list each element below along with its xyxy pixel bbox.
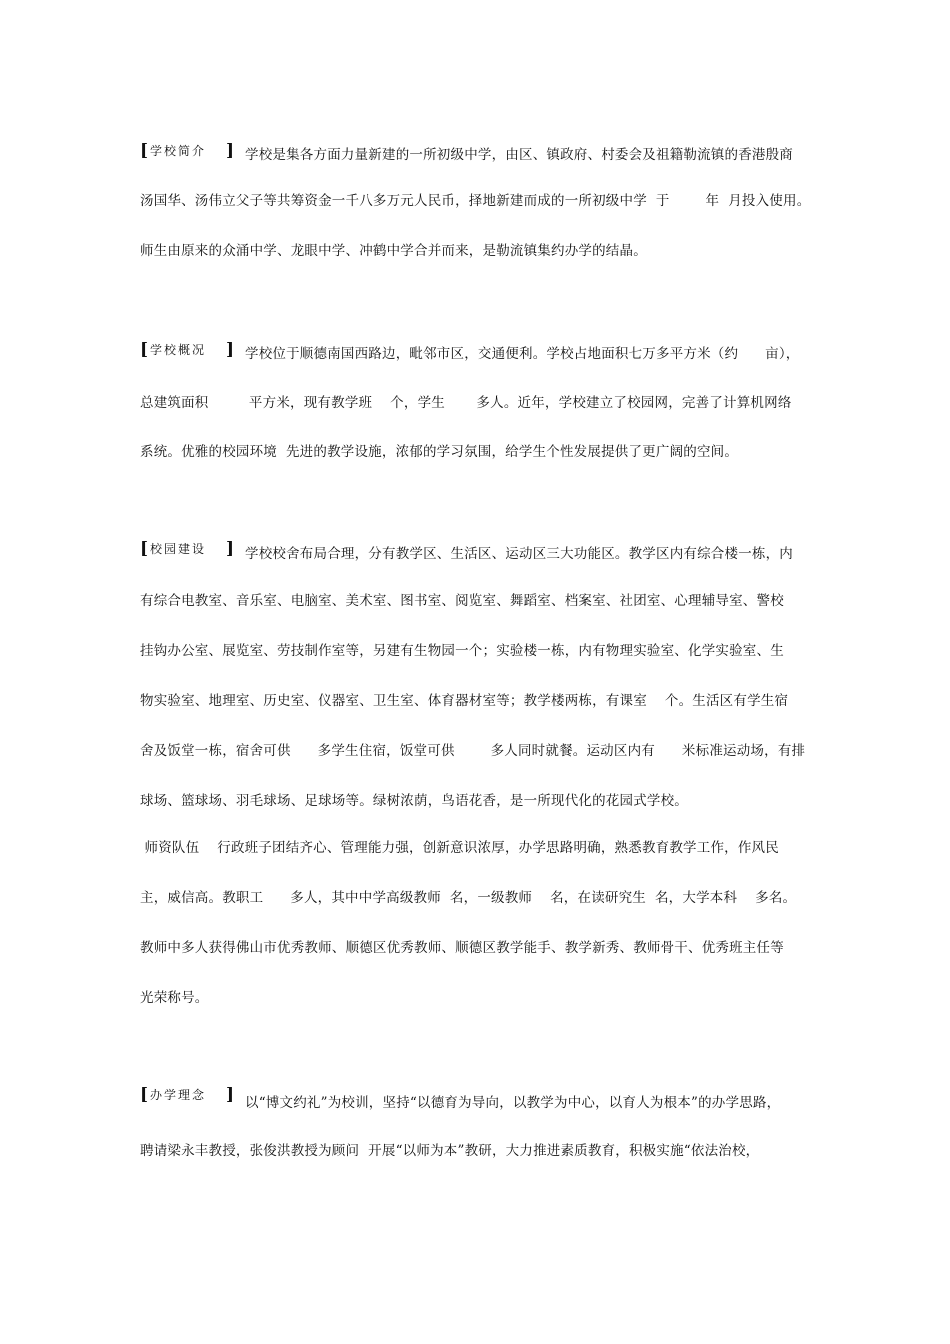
- paragraph-line: 挂钩办公室、展览室、劳技制作室等，另建有生物园一个；实验楼一栋，内有物理实验室、化学实验室、生: [140, 643, 784, 659]
- paragraph-line: 光荣称号。: [140, 990, 209, 1006]
- bracket-close: ]: [226, 1085, 235, 1105]
- bracket-close: ]: [226, 340, 235, 360]
- paragraph-line: 有综合电教室、音乐室、电脑室、美术室、图书室、阅览室、舞蹈室、档案室、社团室、心理辅导室、警校: [140, 593, 784, 609]
- paragraph-line: 总建筑面积 平方米，现有教学班 个，学生 多人。近年，学校建立了校园网，完善了计算机网络: [140, 395, 792, 411]
- paragraph-line: 学校是集各方面力量新建的一所初级中学，由区、镇政府、村委会及祖籍勒流镇的香港殷商: [245, 147, 793, 163]
- section-label: 办学理念: [150, 1088, 207, 1102]
- paragraph-line: 球场、篮球场、羽毛球场、足球场等。绿树浓荫，鸟语花香，是一所现代化的花园式学校。: [140, 793, 688, 809]
- bracket-open: [: [140, 141, 149, 161]
- section-label: 学校概况: [150, 343, 207, 357]
- bracket-close: ]: [226, 141, 235, 161]
- paragraph-line: 学校位于顺德南国西路边，毗邻市区，交通便利。学校占地面积七万多平方米（约 亩），: [245, 346, 800, 362]
- paragraph-line: 汤国华、汤伟立父子等共筹资金一千八多万元人民币，择地新建而成的一所初级中学 于 年 月投入使用。: [140, 193, 811, 209]
- paragraph-line: 主，威信高。教职工 多人，其中中学高级教师 名，一级教师 名，在读研究生 名，大学本科 多名。: [140, 890, 797, 906]
- section-label: 学校简介: [150, 144, 207, 158]
- paragraph-line: 教师中多人获得佛山市优秀教师、顺德区优秀教师、顺德区教学能手、教学新秀、教师骨干、优秀班主任等: [140, 940, 784, 956]
- paragraph-line: 系统。优雅的校园环境 先进的教学设施，浓郁的学习氛围，给学生个性发展提供了更广阔的空间。: [140, 444, 739, 460]
- bracket-open: [: [140, 539, 149, 559]
- section-label: 校园建设: [150, 542, 207, 556]
- paragraph-line: 师资队伍 行政班子团结齐心、管理能力强，创新意识浓厚，办学思路明确，熟悉教育教学工作，作风民: [140, 840, 779, 856]
- paragraph-line: 以“博文约礼”为校训，坚持“以德育为导向，以教学为中心，以育人为根本”的办学思路，: [245, 1095, 781, 1111]
- paragraph-line: 师生由原来的众涌中学、龙眼中学、冲鹤中学合并而来，是勒流镇集约办学的结晶。: [140, 243, 647, 259]
- paragraph-line: 学校校舍布局合理，分有教学区、生活区、运动区三大功能区。教学区内有综合楼一栋，内: [245, 546, 793, 562]
- paragraph-line: 聘请梁永丰教授，张俊洪教授为顾问 开展“以师为本”教研，大力推进素质教育，积极实施“依法治校，: [140, 1143, 760, 1159]
- bracket-open: [: [140, 340, 149, 360]
- paragraph-line: 物实验室、地理室、历史室、仪器室、卫生室、体育器材室等；教学楼两栋，有课室 个。生活区有学生宿: [140, 693, 789, 709]
- bracket-close: ]: [226, 539, 235, 559]
- paragraph-line: 舍及饭堂一栋，宿舍可供 多学生住宿，饭堂可供 多人同时就餐。运动区内有 米标准运动场，有排: [140, 743, 806, 759]
- bracket-open: [: [140, 1085, 149, 1105]
